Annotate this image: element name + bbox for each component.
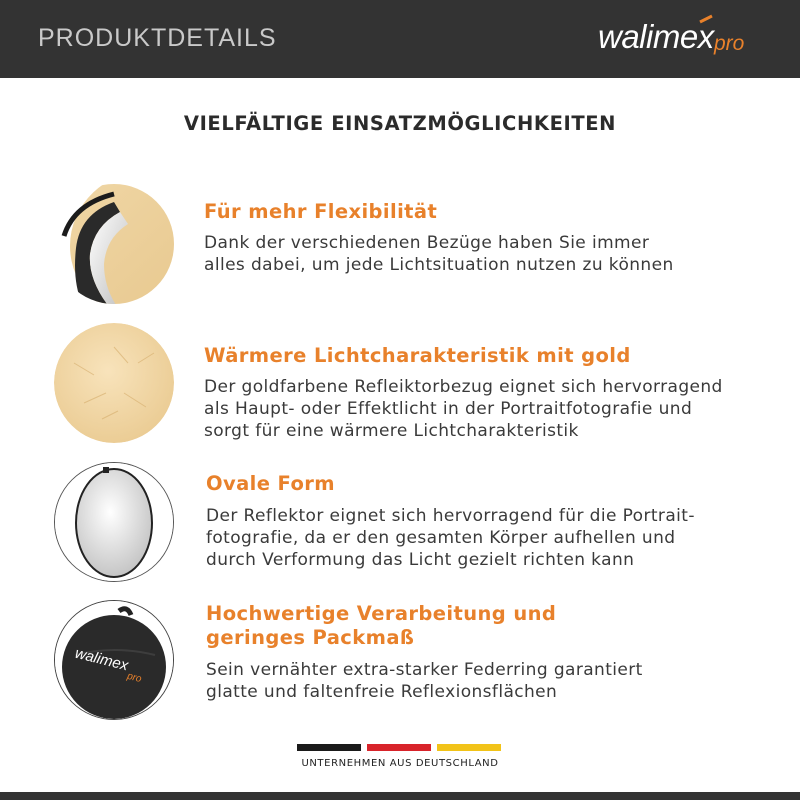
- feature-description: Der Reflektor eignet sich hervorragend für die Portrait- fotografie, da er den gesamten Körper aufhellen und durch Verformung das Licht gezielt richten kann: [206, 506, 695, 570]
- gold-reflector-image: [54, 323, 174, 443]
- footer-company-origin: UNTERNEHMEN AUS DEUTSCHLAND: [301, 758, 499, 769]
- bottom-bar: [0, 792, 800, 800]
- section-headline: VIELFÄLTIGE EINSATZMÖGLICHKEITEN: [183, 112, 617, 135]
- logo-pro-label: pro: [714, 32, 745, 55]
- bag-logo-wordmark: walimex: [73, 644, 130, 675]
- flag-stripe-red: [367, 744, 431, 751]
- feature-description: Sein vernähter extra-starker Federring garantiert glatte und faltenfreie Reflexionsflächen: [206, 660, 643, 702]
- feature-description: Dank der verschiedenen Bezüge haben Sie immer alles dabei, um jede Lichtsituation nutzen zu können: [204, 233, 674, 275]
- logo-swoosh-icon: [596, 14, 772, 64]
- flag-stripe-gold: [437, 744, 501, 751]
- reflector-multi-cover-image: [54, 184, 174, 304]
- brand-logo: [596, 14, 772, 64]
- bag-logo-pro: pro: [125, 670, 143, 686]
- flag-stripe-black: [297, 744, 361, 751]
- feature-title: Wärmere Lichtcharakteristik mit gold: [204, 344, 631, 367]
- feature-title: [206, 602, 556, 650]
- page-title: PRODUKTDETAILS: [38, 24, 277, 52]
- reflector-bag-image: [54, 600, 174, 720]
- feature-description: Der goldfarbene Refleiktorbezug eignet sich hervorragend als Haupt- oder Effektlicht in der Portraitfotografie und sorgt für eine wärmere Lichtcharakteristik: [204, 377, 723, 441]
- logo-wordmark: walimex: [598, 18, 714, 55]
- header-bar: [0, 0, 800, 78]
- feature-title: Ovale Form: [206, 472, 336, 495]
- feature-title-text: Hochwertige Verarbeitung und geringes Packmaß: [206, 602, 557, 649]
- feature-title: Für mehr Flexibilität: [204, 200, 438, 223]
- oval-silver-reflector-image: [54, 462, 174, 582]
